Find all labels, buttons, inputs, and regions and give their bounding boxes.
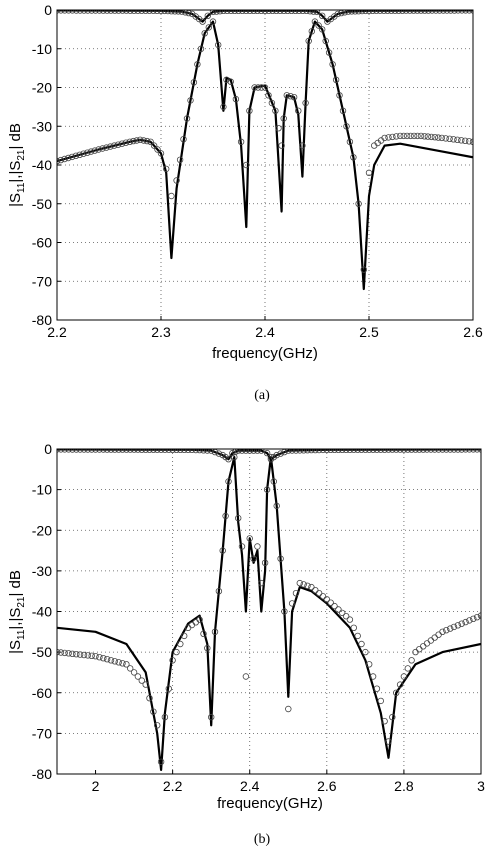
y-label-part: |,|S bbox=[7, 160, 24, 183]
x-tick-label: 2 bbox=[91, 778, 100, 794]
y-tick-label: -40 bbox=[31, 157, 52, 173]
y-tick-label: -60 bbox=[31, 684, 52, 701]
x-axis-label-a: frequency(GHz) bbox=[212, 345, 318, 362]
y-tick-label: -50 bbox=[31, 644, 52, 661]
y-label-part: | dB bbox=[7, 123, 24, 150]
y-tick-label: -10 bbox=[31, 481, 52, 498]
x-tick-label: 2.5 bbox=[359, 324, 379, 340]
x-tick-label: 2.6 bbox=[463, 324, 483, 340]
caption-a: (a) bbox=[254, 388, 270, 403]
chart-a bbox=[7, 2, 483, 403]
y-label-part: | dB bbox=[7, 570, 24, 597]
y-tick-label: -30 bbox=[31, 562, 52, 579]
y-label-part: |S bbox=[7, 640, 24, 654]
y-tick-label: 0 bbox=[44, 441, 52, 457]
y-label-sub: 21 bbox=[16, 596, 27, 608]
y-tick-label: -30 bbox=[31, 118, 52, 135]
x-tick-label: 2.8 bbox=[394, 778, 414, 794]
x-tick-label: 2.6 bbox=[317, 778, 337, 794]
chart-b bbox=[7, 441, 485, 847]
y-tick-label: -40 bbox=[31, 603, 52, 620]
y-tick-label: -20 bbox=[31, 79, 52, 96]
y-tick-label: -80 bbox=[31, 312, 52, 328]
y-tick-label: -70 bbox=[31, 725, 52, 742]
x-tick-label: 2.2 bbox=[47, 324, 67, 340]
y-tick-label: -10 bbox=[31, 40, 52, 57]
y-label-sub: 11 bbox=[16, 182, 27, 193]
y-tick-label: -60 bbox=[31, 234, 52, 251]
y-label-part: |,|S bbox=[7, 607, 24, 630]
y-tick-label: 0 bbox=[44, 2, 52, 18]
x-tick-label: 2.4 bbox=[255, 324, 275, 340]
y-axis-label-b bbox=[7, 570, 27, 654]
y-tick-label: -80 bbox=[31, 766, 52, 782]
y-label-part: |S bbox=[7, 193, 24, 207]
x-tick-label: 2.2 bbox=[162, 778, 183, 794]
caption-b: (b) bbox=[253, 832, 271, 847]
x-axis-label-b: frequency(GHz) bbox=[217, 795, 323, 812]
x-tick-label: 2.4 bbox=[239, 778, 260, 794]
y-label-sub: 11 bbox=[16, 629, 27, 640]
y-tick-label: -50 bbox=[31, 195, 52, 212]
x-tick-label: 3 bbox=[477, 778, 485, 794]
y-tick-label: -20 bbox=[31, 522, 52, 539]
y-label-sub: 21 bbox=[16, 149, 27, 161]
y-tick-label: -70 bbox=[31, 273, 52, 290]
y-axis-label-a bbox=[7, 123, 27, 207]
x-tick-label: 2.3 bbox=[151, 324, 171, 340]
